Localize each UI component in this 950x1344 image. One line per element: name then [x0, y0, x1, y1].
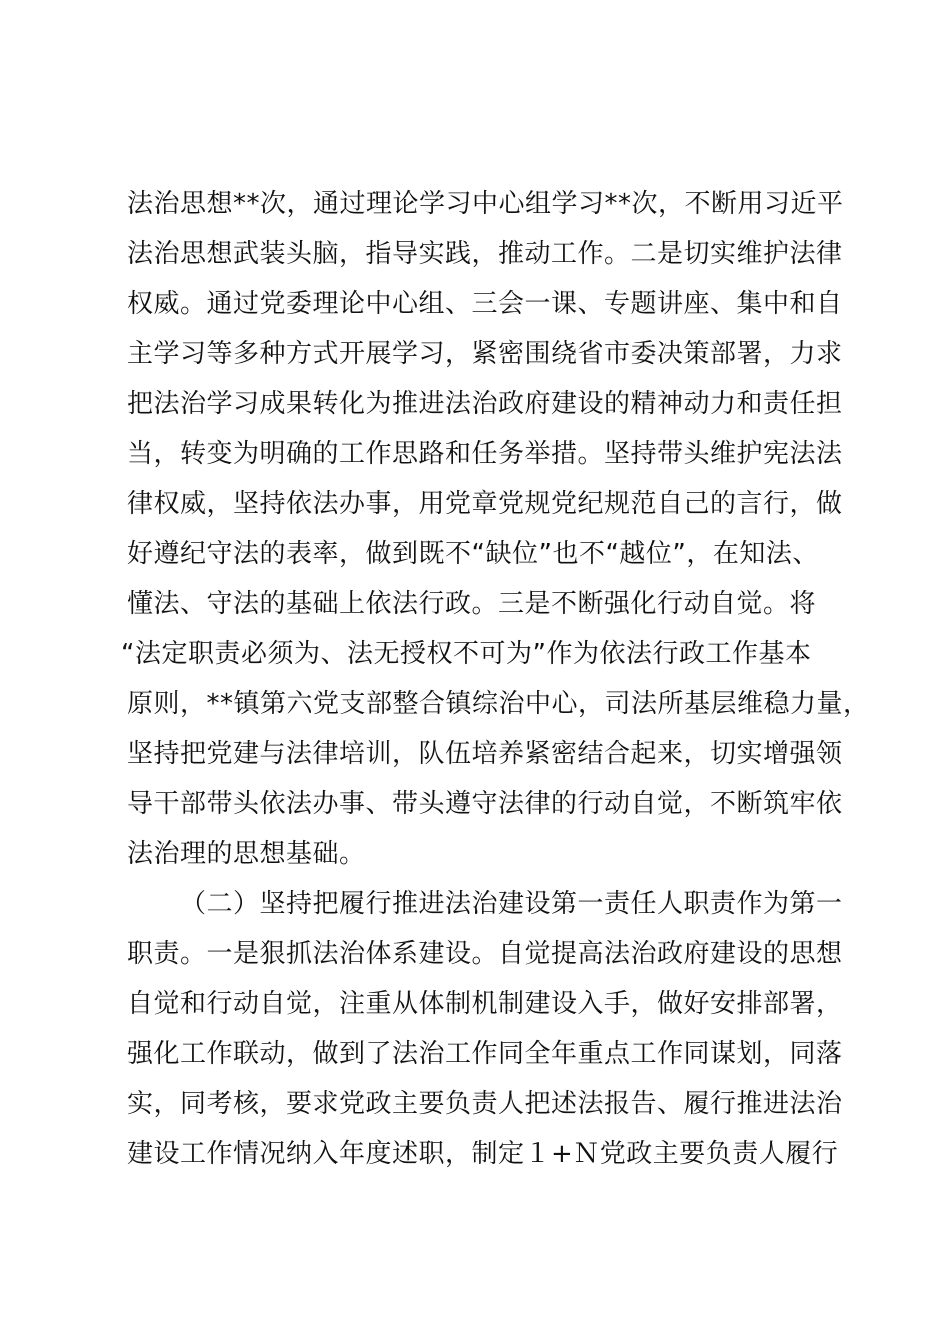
- text-line: 原则，**镇第六党支部整合镇综治中心，司法所基层维稳力量，: [127, 689, 870, 719]
- text-line: 职责。一是狠抓法治体系建设。自觉提高法治政府建设的思想: [127, 939, 843, 969]
- text-line: 建设工作情况纳入年度述职，制定１+Ｎ党政主要负责人履行: [127, 1139, 839, 1169]
- text-line: 当，转变为明确的工作思路和任务举措。坚持带头维护宪法法: [127, 439, 843, 469]
- text-line: 强化工作联动，做到了法治工作同全年重点工作同谋划，同落: [127, 1039, 843, 1069]
- section-heading-line: （二）坚持把履行推进法治建设第一责任人职责作为第一: [180, 889, 843, 919]
- text-line: 法治理的思想基础。: [127, 839, 366, 869]
- text-line: 导干部带头依法办事、带头遵守法律的行动自觉，不断筑牢依: [127, 789, 843, 819]
- text-line: 把法治学习成果转化为推进法治政府建设的精神动力和责任担: [127, 389, 843, 419]
- text-line: 坚持把党建与法律培训，队伍培养紧密结合起来，切实增强领: [127, 739, 843, 769]
- text-line: 懂法、守法的基础上依法行政。三是不断强化行动自觉。将: [127, 589, 817, 619]
- text-line: 主学习等多种方式开展学习，紧密围绕省市委决策部署，力求: [127, 339, 843, 369]
- text-line: 实，同考核，要求党政主要负责人把述法报告、履行推进法治: [127, 1089, 843, 1119]
- text-line: 法治思想武装头脑，指导实践，推动工作。二是切实维护法律: [127, 239, 843, 269]
- text-line: 律权威，坚持依法办事，用党章党规党纪规范自己的言行，做: [127, 489, 843, 519]
- text-line: 权威。通过党委理论中心组、三会一课、专题讲座、集中和自: [127, 289, 843, 319]
- text-line: “法定职责必须为、法无授权不可为”作为依法行政工作基本: [121, 639, 812, 669]
- text-line: 法治思想**次，通过理论学习中心组学习**次，不断用习近平: [127, 189, 844, 219]
- text-line: 自觉和行动自觉，注重从体制机制建设入手，做好安排部署，: [127, 989, 843, 1019]
- text-line: 好遵纪守法的表率，做到既不“缺位”也不“越位”，在知法、: [127, 539, 819, 569]
